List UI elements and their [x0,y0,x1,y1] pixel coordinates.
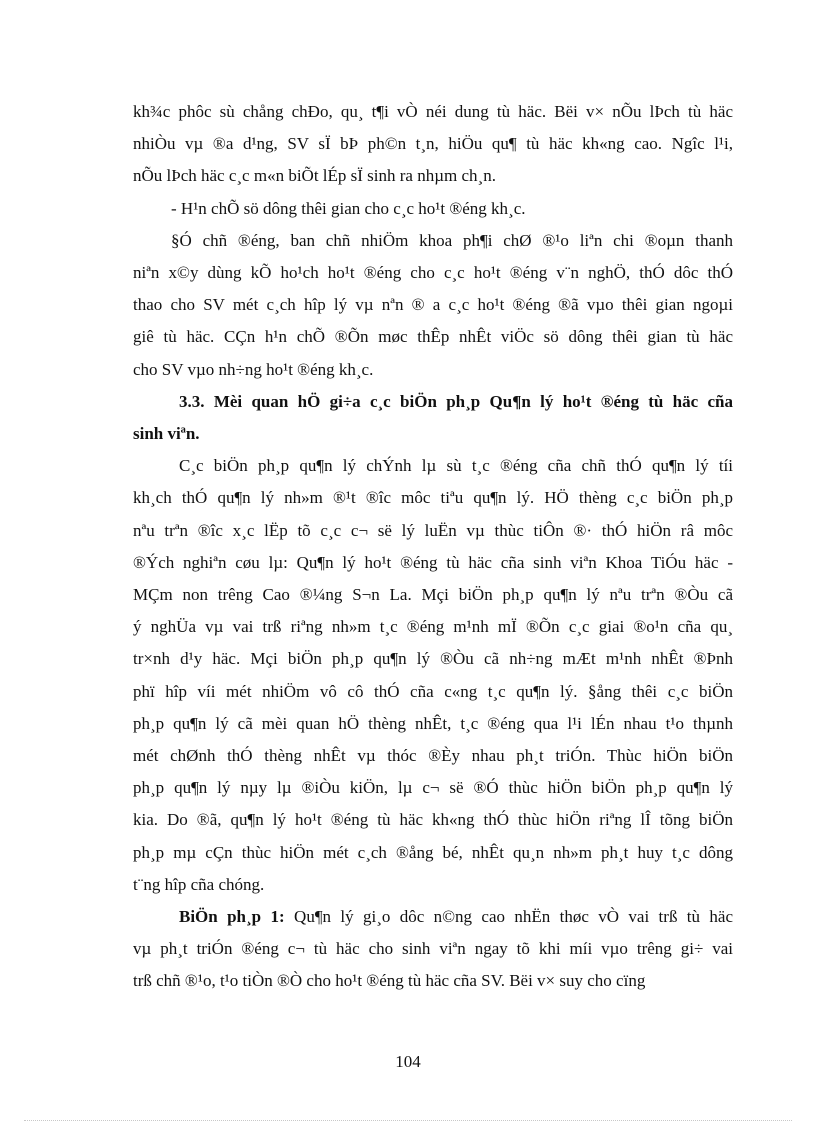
paragraph-line: ®Ých nghiªn cøu lµ: Qu¶n lý ho¹t ®éng tù häc cña sinh viªn Khoa TiÓu häc - [133,552,733,572]
paragraph-line: kh¸ch thÓ qu¶n lý nh»m ®¹t ®îc môc tiªu qu¶n lý. HÖ thèng c¸c biÖn ph¸p [133,488,733,508]
paragraph-line: phï hîp víi mét nhiÖm vô cô thÓ cña c«ng t¸c qu¶n lý. §ång thêi c¸c biÖn [133,681,733,701]
paragraph-line: cho SV vµo nh÷ng ho¹t ®éng kh¸c. [133,359,374,379]
paragraph-line: 3.3. Mèi quan hÖ gi÷a c¸c biÖn ph¸p Qu¶n lý ho¹t ®éng tù häc cña [179,391,733,411]
paragraph-line: tr×nh d¹y häc. Mçi biÖn ph¸p qu¶n lý ®Òu cã nh÷ng mÆt m¹nh nhÊt ®Þnh [133,649,733,669]
page-number: 104 [395,1052,421,1071]
paragraph-line: niªn x©y dùng kÕ ho¹ch ho¹t ®éng cho c¸c ho¹t ®éng v¨n nghÖ, thÓ dôc thÓ [133,263,733,283]
paragraph-line: nªu trªn ®îc x¸c lËp tõ c¸c c¬ së lý luËn vµ thùc tiÔn ®· thÓ hiÖn râ môc [133,520,733,540]
paragraph-line: ph¸p mµ cÇn thùc hiÖn mét c¸ch ®ång bé, nhÊt qu¸n nh»m ph¸t huy t¸c dông [133,842,733,862]
paragraph-line: thao cho SV mét c¸ch hîp lý vµ nªn ® a c¸c ho¹t ®éng ®ã vµo thêi gian ngoµi [133,295,733,315]
footer-rule [24,1120,792,1121]
paragraph-line: sinh viªn. [133,424,200,444]
paragraph-line: giê tù häc. CÇn h¹n chÕ ®Õn møc thÊp nhÊt viÖc sö dông thêi gian tù häc [133,327,733,347]
paragraph-line: nÕu lÞch häc c¸c m«n biÕt lÉp sÏ sinh ra nhµm ch¸n. [133,166,496,186]
body-text [133,96,733,998]
paragraph-line: - H¹n chÕ sö dông thêi gian cho c¸c ho¹t ®éng kh¸c. [171,198,526,218]
paragraph-line: C¸c biÖn ph¸p qu¶n lý chÝnh lµ sù t¸c ®éng cña chñ thÓ qu¶n lý tíi [179,456,733,476]
paragraph-line: trß chñ ®¹o, t¹o tiÒn ®Ò cho ho¹t ®éng tù häc cña SV. Bëi v× suy cho cïng [133,971,646,991]
paragraph-line: kia. Do ®ã, qu¶n lý ho¹t ®éng tù häc kh«ng thÓ thùc hiÖn riªng lÎ tõng biÖn [133,810,733,830]
paragraph-line: kh¾c phôc sù chång chÐo, qu¸ t¶i vÒ néi dung tù häc. Bëi v× nÕu lÞch tù häc [133,102,733,121]
paragraph-line [133,901,733,933]
measure-label: BiÖn ph¸p 1: [179,907,285,927]
paragraph-line-text: Qu¶n lý gi¸o dôc n©ng cao nhËn thøc vÒ vai trß tù häc [284,907,733,927]
paragraph-line: t¨ng hîp cña chóng. [133,874,265,894]
paragraph-line: ph¸p qu¶n lý nµy lµ ®iÒu kiÖn, lµ c¬ së ®Ó thùc hiÖn biÖn ph¸p qu¶n lý [133,778,733,798]
paragraph-line: §Ó chñ ®éng, ban chñ nhiÖm khoa ph¶i chØ ®¹o liªn chi ®oµn thanh [171,230,733,250]
paragraph-line: MÇm non trêng Cao ®¼ng S¬n La. Mçi biÖn ph¸p qu¶n lý nªu trªn ®Òu cã [133,585,733,605]
paragraph-line: vµ ph¸t triÓn ®éng c¬ tù häc cho sinh viªn ngay tõ khi míi vµo trêng gi÷ vai [133,939,733,959]
paragraph-line: ph¸p qu¶n lý cã mèi quan hÖ thèng nhÊt, t¸c ®éng qua l¹i lÉn nhau t¹o thµnh [133,713,733,733]
paragraph-line: ý nghÜa vµ vai trß riªng nh»m t¸c ®éng m¹nh mÏ ®Õn c¸c giai ®o¹n cña qu¸ [133,617,733,637]
paragraph-line: mét chØnh thÓ thèng nhÊt vµ thóc ®Èy nhau ph¸t triÓn. Thùc hiÖn biÖn [133,746,733,766]
paragraph-line: nhiÒu vµ ®a d¹ng, SV sÏ bÞ ph©n t¸n, hiÖu qu¶ tù häc kh«ng cao. Ngîc l¹i, [133,134,733,154]
